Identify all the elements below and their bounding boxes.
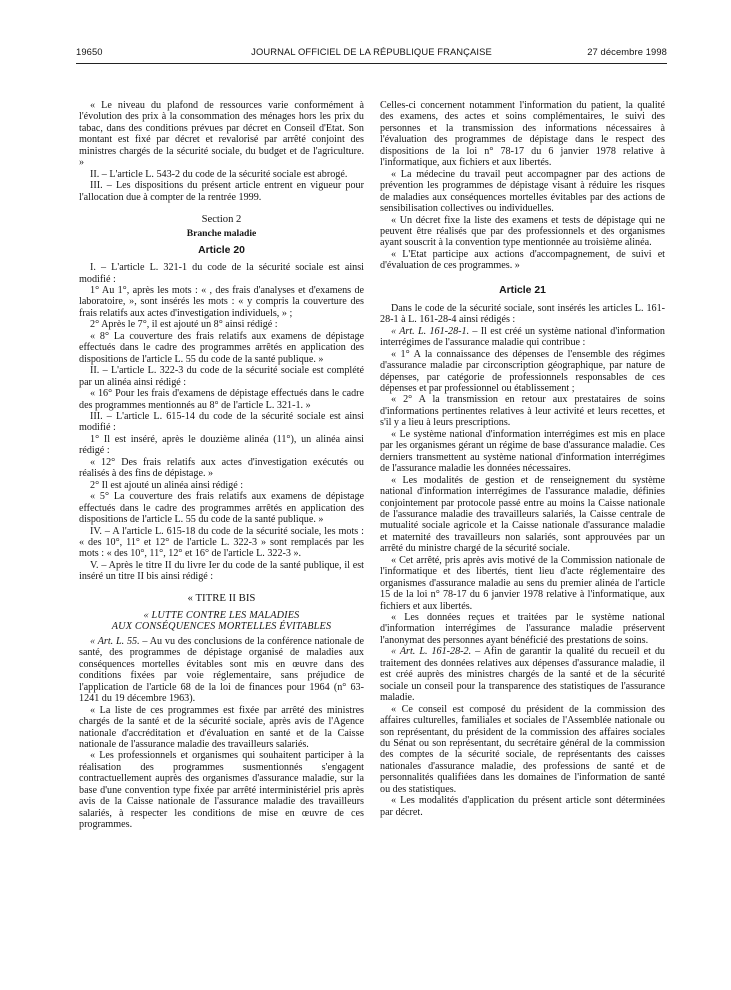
page-header <box>76 46 667 62</box>
paragraph: III. – Les dispositions du présent article entrent en vigueur pour l'allocation due à compter de la rentrée 1999. <box>79 180 364 203</box>
paragraph: « Le système national d'information interrégimes est mis en place par les organismes gérant un régime de base d'assurance maladie. Ces derniers transmettent au système national d'information interrégimes de l'assurance maladie les données nécessaires. <box>380 428 665 475</box>
paragraph: II. – L'article L. 322-3 du code de la sécurité sociale est complété par un alinéa ainsi rédigé : <box>79 365 364 388</box>
titre-subheading-line-1: « LUTTE CONTRE LES MALADIES <box>143 609 300 621</box>
paragraph: « Cet arrêté, pris après avis motivé de la Commission nationale de l'informatique et des libertés, tient lieu d'acte réglementaire des organismes d'assurance maladie au sens du premier alinéa de l'article 15 de la loi n° 78-17 du 6 janvier 1978 relative à l'informatique, aux fichiers et aux libertés. <box>380 554 665 612</box>
article-21-heading: Article 21 <box>499 284 546 296</box>
article-reference: « Art. L. 161-28-1. <box>391 325 470 337</box>
paragraph: « 2° A la transmission en retour aux prestataires de soins d'informations pertinentes relatives à leur activité et leurs recettes, et s'il y a lieu à leurs prescriptions. <box>380 394 665 429</box>
paragraph: « La liste de ces programmes est fixée par arrêté des ministres chargés de la santé et de la sécurité sociale, après avis de l'Agence nationale d'accréditation et d'évaluation en santé et de la Caisse nationale de l'assurance maladie des travailleurs salariés. <box>79 704 364 751</box>
journal-title: JOURNAL OFFICIEL DE LA RÉPUBLIQUE FRANÇAISE <box>251 46 492 57</box>
paragraph <box>380 646 665 703</box>
paragraph: « Un décret fixe la liste des examens et tests de dépistage qui ne peuvent être réalisés que par des professionnels et des organismes ayant souscrit à la convention type mentionnée au troisième alinéa. <box>380 214 665 249</box>
titre-subheading-line-2: AUX CONSÉQUENCES MORTELLES ÉVITABLES <box>111 621 332 633</box>
branch-heading: Branche maladie <box>186 228 257 240</box>
titre-heading: « TITRE II BIS <box>187 591 256 604</box>
paragraph: 2° Après le 7°, il est ajouté un 8° ainsi rédigé : <box>90 319 278 331</box>
paragraph: « 16° Pour les frais d'examens de dépistage effectués dans le cadre des programmes mentionnés au 8° de l'article L. 321-1. » <box>79 388 364 411</box>
paragraph <box>380 326 665 349</box>
paragraph: « Les données reçues et traitées par le système national d'information interrégimes de l'assurance maladie préservent l'anonymat des personnes ayant bénéficié des prestations de soins. <box>380 612 665 646</box>
paragraph: « Ce conseil est composé du président de la commission des affaires culturelles, familiales et sociales de l'Assemblée nationale ou son représentant, du président de la commission des affaires sociales du Sénat ou son représentant, du secrétaire général de la commission des comptes de la sécurité sociale, de représentants des caisses nationales d'assurance maladie, des professions de santé et de personnalités qualifiées dans les domaines de l'information de santé ou des statistiques. <box>380 703 665 795</box>
paragraph: II. – L'article L. 543-2 du code de la sécurité sociale est abrogé. <box>90 168 348 180</box>
article-20-heading: Article 20 <box>198 245 245 257</box>
paragraph: « Le niveau du plafond de ressources varie conformément à l'évolution des prix à la consommation des ménages hors les prix du tabac, dans des conditions prévues par décret en Conseil d'Etat. Son montant est fixé par décret et revalorisé par arrêté conjoint des ministres chargés de la sécurité sociale, du budget et de l'agriculture. » <box>79 100 364 169</box>
paragraph: III. – L'article L. 615-14 du code de la sécurité sociale est ainsi modifié : <box>79 410 364 434</box>
paragraph: V. – Après le titre II du livre Ier du code de la santé publique, il est inséré un titre II bis ainsi rédigé : <box>79 559 364 583</box>
paragraph: « L'Etat participe aux actions d'accompagnement, de suivi et d'évaluation de ces programmes. » <box>380 248 665 272</box>
page-number: 19650 <box>76 46 103 57</box>
paragraph: « 8° La couverture des frais relatifs aux examens de dépistage effectués dans le cadre des programmes arrêtés en application des dispositions de l'article L. 55 du code de la santé publique. » <box>79 330 364 365</box>
right-column <box>380 100 665 818</box>
article-reference: « Art. L. 161-28-2. <box>391 646 472 658</box>
paragraph: IV. – A l'article L. 615-18 du code de la sécurité sociale, les mots : « des 10°, 11° et 12° de l'article L. 322-3 » sont remplacés par les mots : « des 10°, 11°, 12° et 16° de l'article L. 322-3 ». <box>79 525 364 560</box>
paragraph: « Les modalités de gestion et de renseignement du système national d'information interrégimes de l'assurance maladie, définies conjointement par protocole passé entre au moins la Caisse nationale de l'assurance maladie des travailleurs salariés, la Caisse centrale de mutualité sociale agricole et la Caisse nationale d'assurance maladie et maternité des travailleurs non salariés, sont approuvées par un arrêté du ministre chargé de la sécurité sociale. <box>380 474 665 555</box>
paragraph: « 1° A la connaissance des dépenses de l'ensemble des régimes d'assurance maladie par circonscription géographique, par nature de dépenses, par catégorie de professionnels responsables de ces dépenses et par professionnel ou établissement ; <box>380 348 665 394</box>
article-text: – Il est créé un système national d'information interrégimes de l'assurance maladie qui contribue : <box>380 325 665 349</box>
paragraph: « Les modalités d'application du présent article sont déterminées par décret. <box>380 795 665 818</box>
paragraph: « 5° La couverture des frais relatifs aux examens de dépistage effectués dans le cadre des programmes arrêtés en application des dispositions de l'article L. 55 du code de la santé publique. » <box>79 491 364 526</box>
paragraph: Celles-ci concernent notamment l'information du patient, la qualité des examens, des actes et soins complémentaires, le suivi des personnes et la transmission des informations nécessaires à l'évaluation des programmes de dépistage dans le respect des dispositions de la loi n° 78-17 du 6 janvier 1978 relative à l'informatique, aux fichiers et aux libertés. <box>380 100 665 169</box>
paragraph: 2° Il est ajouté un alinéa ainsi rédigé : <box>90 479 244 491</box>
article-text: – Afin de garantir la qualité du recueil et du traitement des données relatives aux dépenses d'assurance maladie, il est créé auprès des ministres chargés de la santé et de la sécurité sociale un conseil pour la transparence des statistiques de l'assurance maladie. <box>380 646 665 704</box>
left-column <box>79 100 364 831</box>
article-text: – Au vu des conclusions de la conférence nationale de santé, des programmes de dépistage organisé de maladies aux conséquences mortelles évitables sont mis en œuvre dans des conditions fixées par voie réglementaire, sans préjudice de l'application de l'article 68 de la loi de finances pour 1964 (n° 63-1241 du 19 décembre 1963). <box>79 635 364 705</box>
paragraph: « La médecine du travail peut accompagner par des actions de prévention les programmes de dépistage visant à réduire les risques de maladies aux conséquences mortelles évitables par des actions de sensibilisation collectives ou individuelles. <box>380 168 665 215</box>
article-reference: « Art. L. 55. <box>90 635 140 647</box>
header-rule <box>76 63 667 64</box>
paragraph: I. – L'article L. 321-1 du code de la sécurité sociale est ainsi modifié : <box>79 262 364 285</box>
section-heading: Section 2 <box>201 214 242 226</box>
publication-date: 27 décembre 1998 <box>587 46 667 57</box>
paragraph: « Les professionnels et organismes qui souhaitent participer à la réalisation des programmes susmentionnés s'engagent contractuellement auprès des organismes d'assurance maladie, sur la base d'une convention type fixée par arrêté interministériel pris après avis de la Caisse nationale de l'assurance maladie des travailleurs salariés, à respecter les conditions de mise en œuvre de ces programmes. <box>79 750 364 831</box>
paragraph: 1° Il est inséré, après le douzième alinéa (11°), un alinéa ainsi rédigé : <box>79 433 364 457</box>
paragraph: « 12° Des frais relatifs aux actes d'investigation exécutés ou réalisés à des fins de dépistage. » <box>79 456 364 480</box>
paragraph: Dans le code de la sécurité sociale, sont insérés les articles L. 161-28-1 à L. 161-28-4 ainsi rédigés : <box>380 302 665 326</box>
paragraph <box>79 636 364 705</box>
paragraph: 1° Au 1°, après les mots : « , des frais d'analyses et d'examens de laboratoire, », sont insérés les mots : « y compris la couverture des frais relatifs aux actes d'investigation individuels, » ; <box>79 284 364 319</box>
